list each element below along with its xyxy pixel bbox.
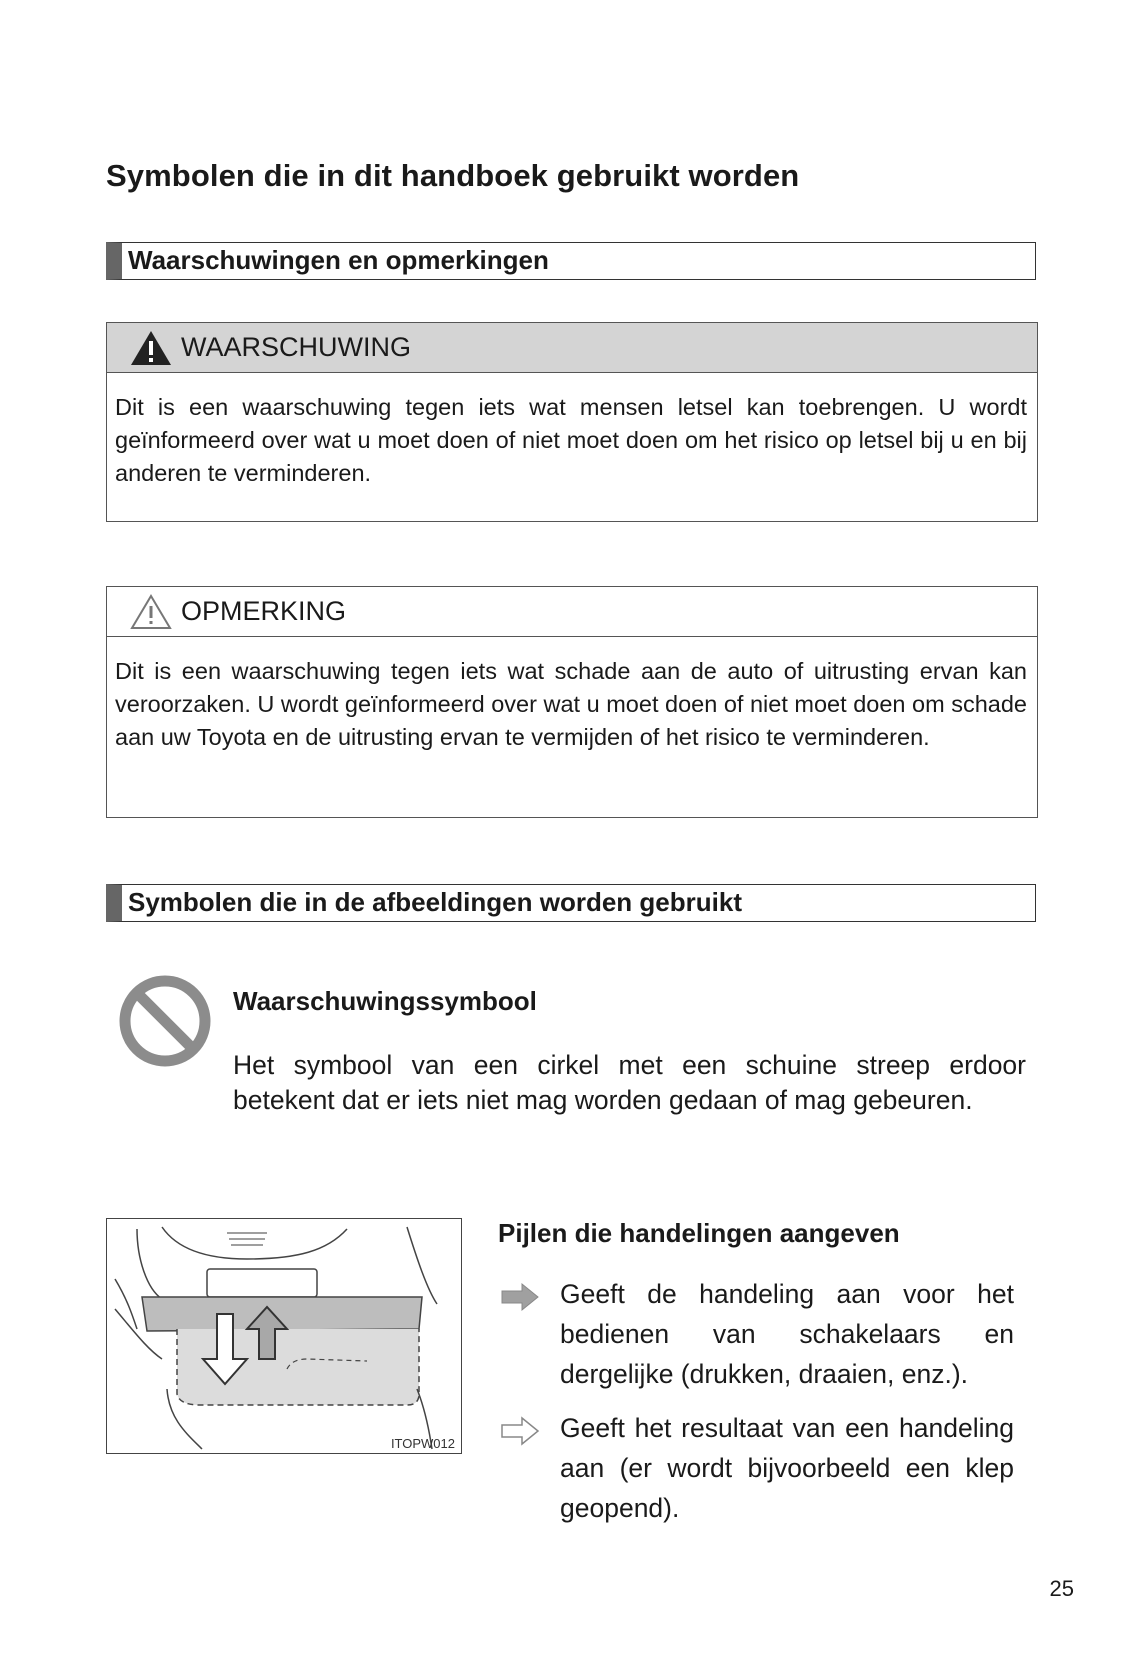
warning-triangle-outline-icon <box>129 593 173 631</box>
figure-code: ITOPW012 <box>390 1436 455 1451</box>
filled-arrow-icon <box>500 1282 540 1312</box>
notice-text: Dit is een waarschuwing tegen iets wat schade aan de auto of uitrusting ervan kan veroorzaken. U wordt geïnformeerd over wat u moet doen of niet moet doen om schade aan uw Toyota en de uitrusting ervan te vermijden of het risico te verminderen. <box>115 658 1027 750</box>
warning-text: Dit is een waarschuwing tegen iets wat mensen letsel kan toebrengen. U wordt geïnformeerd over wat u moet doen of niet moet doen om het risico op letsel bij u en bij anderen te verminderen. <box>115 394 1027 486</box>
page-number: 25 <box>1049 1576 1074 1601</box>
prohibition-icon <box>118 974 212 1068</box>
prohibition-text: Het symbool van een cirkel met een schuine streep erdoor betekent dat er iets niet mag worden gedaan of mag gebeuren. <box>233 1050 1026 1115</box>
prohibition-title: Waarschuwingssymbool <box>233 986 537 1016</box>
section-heading-symbols: Symbolen die in de afbeeldingen worden gebruikt <box>106 884 1036 922</box>
warning-label: WAARSCHUWING <box>181 332 411 362</box>
arrows-title: Pijlen die handelingen aangeven <box>498 1218 900 1248</box>
figure-glovebox <box>106 1218 462 1454</box>
notice-box <box>106 586 1038 818</box>
outline-arrow-text: Geeft het resultaat van een handeling aan (er wordt bijvoorbeeld een klep geopend). <box>560 1413 1014 1523</box>
section-heading-warnings: Waarschuwingen en opmerkingen <box>106 242 1036 280</box>
notice-label: OPMERKING <box>181 596 347 626</box>
filled-arrow-text: Geeft de handeling aan voor het bedienen van schakelaars en dergelijke (drukken, draaien, enz.). <box>560 1279 1014 1389</box>
warning-triangle-filled-icon <box>129 329 173 367</box>
warning-box <box>106 322 1038 522</box>
notice-header <box>107 587 1037 637</box>
outline-arrow-icon <box>500 1416 540 1446</box>
page-title: Symbolen die in dit handboek gebruikt worden <box>106 158 800 193</box>
glovebox-illustration <box>107 1219 460 1452</box>
warning-header <box>107 323 1037 373</box>
